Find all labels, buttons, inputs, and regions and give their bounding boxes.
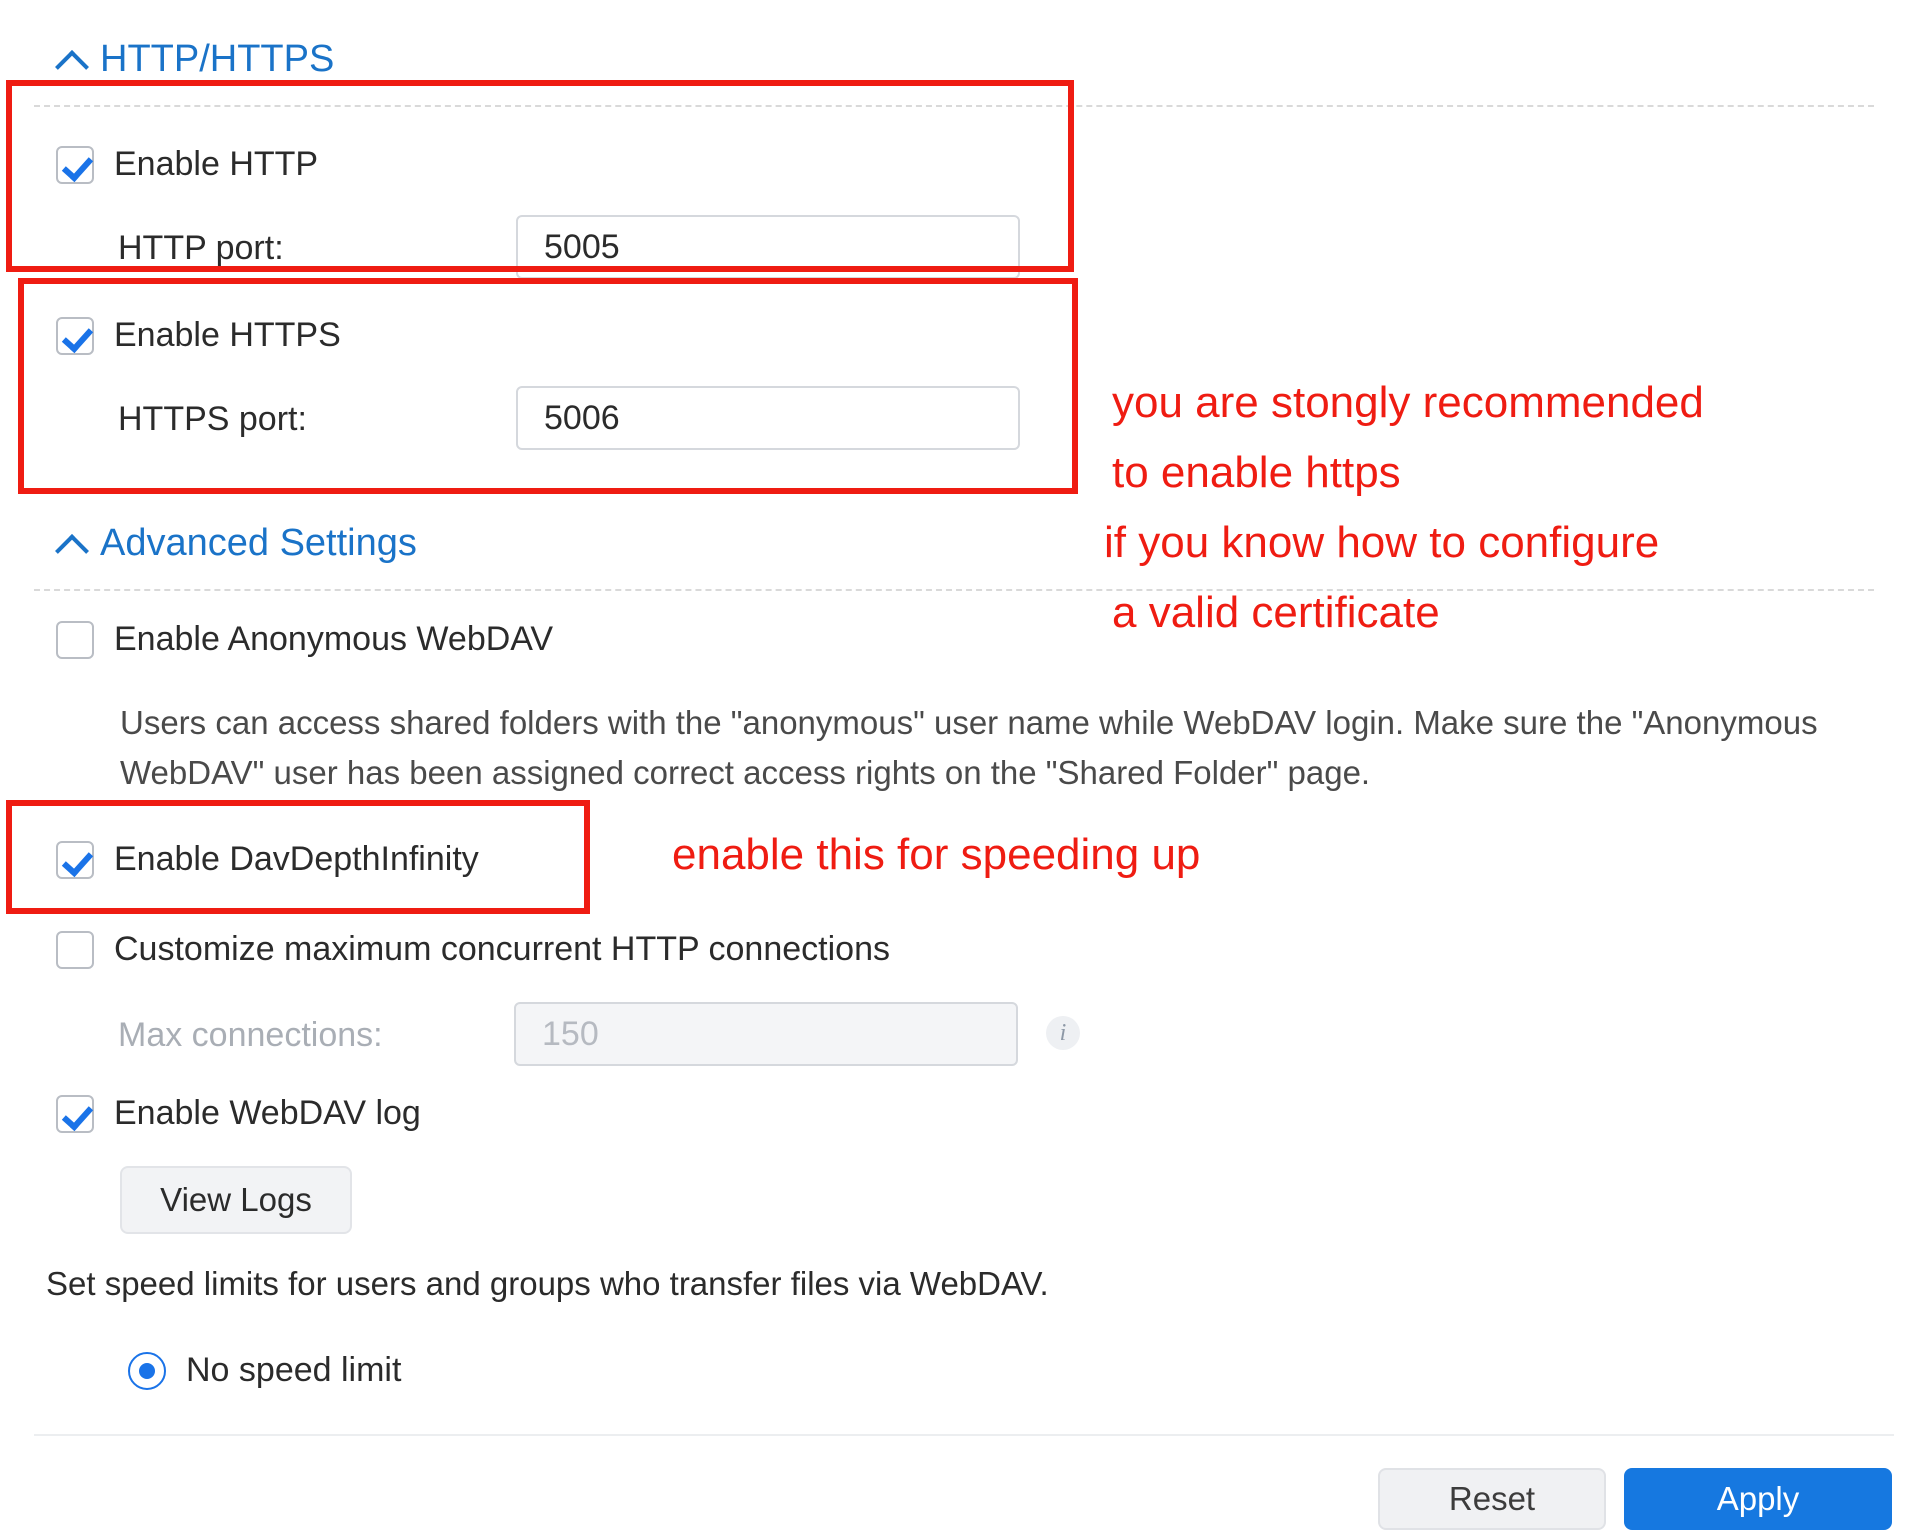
max-connections-label: Max connections: [118, 1016, 383, 1054]
no-speed-limit-label: No speed limit [186, 1351, 402, 1389]
enable-webdav-log-label: Enable WebDAV log [114, 1094, 421, 1132]
chevron-up-icon [58, 531, 84, 557]
customize-max-connections-row[interactable] [56, 930, 890, 969]
annotation-https-line-4: a valid certificate [1112, 588, 1440, 637]
annotation-https-line-3: if you know how to configure [1104, 518, 1660, 567]
section-header-advanced-settings[interactable] [58, 522, 417, 565]
enable-https-label: Enable HTTPS [114, 316, 341, 354]
customize-max-connections-label: Customize maximum concurrent HTTP connections [114, 930, 890, 968]
customize-max-connections-checkbox[interactable] [56, 931, 94, 969]
footer-divider [34, 1434, 1894, 1436]
speed-limit-description: Set speed limits for users and groups who transfer files via WebDAV. [46, 1265, 1049, 1302]
enable-https-row[interactable] [56, 316, 341, 355]
enable-anonymous-webdav-checkbox[interactable] [56, 621, 94, 659]
enable-http-checkbox[interactable] [56, 146, 94, 184]
anonymous-webdav-description: Users can access shared folders with the "anonymous" user name while WebDAV login. Make sure the "Anonymous WebDAV" user has been assigned correct access rights on the "Shared Folder" page. [120, 704, 1818, 791]
apply-button[interactable]: Apply [1624, 1468, 1892, 1530]
section-header-http-https[interactable] [58, 38, 334, 81]
divider-http-https [34, 105, 1874, 107]
enable-webdav-log-row[interactable] [56, 1094, 421, 1133]
https-port-input[interactable]: 5006 [516, 386, 1020, 450]
section-title-advanced-settings: Advanced Settings [100, 522, 417, 564]
chevron-up-icon [58, 47, 84, 73]
annotation-https-line-2: to enable https [1112, 448, 1401, 497]
annotation-https-line-1: you are stongly recommended [1112, 378, 1704, 427]
divider-advanced-settings [34, 589, 1874, 591]
enable-davdepthinfinity-checkbox[interactable] [56, 841, 94, 879]
https-port-label: HTTPS port: [118, 400, 307, 438]
http-port-input[interactable]: 5005 [516, 215, 1020, 279]
enable-https-checkbox[interactable] [56, 317, 94, 355]
enable-http-label: Enable HTTP [114, 145, 319, 183]
max-connections-input[interactable]: 150 [514, 1002, 1018, 1066]
enable-http-row[interactable] [56, 145, 318, 184]
reset-button[interactable]: Reset [1378, 1468, 1606, 1530]
info-icon[interactable]: i [1046, 1016, 1080, 1050]
http-port-label: HTTP port: [118, 229, 284, 267]
enable-anonymous-webdav-label: Enable Anonymous WebDAV [114, 620, 554, 658]
no-speed-limit-radio[interactable] [128, 1352, 166, 1390]
enable-anonymous-webdav-row[interactable] [56, 620, 553, 659]
enable-davdepthinfinity-label: Enable DavDepthInfinity [114, 840, 479, 878]
annotation-davdepthinfinity-note: enable this for speeding up [672, 830, 1201, 879]
enable-webdav-log-checkbox[interactable] [56, 1095, 94, 1133]
section-title-http-https: HTTP/HTTPS [100, 38, 335, 80]
enable-davdepthinfinity-row[interactable] [56, 840, 479, 879]
no-speed-limit-row[interactable] [128, 1351, 401, 1390]
view-logs-button[interactable]: View Logs [120, 1166, 352, 1234]
